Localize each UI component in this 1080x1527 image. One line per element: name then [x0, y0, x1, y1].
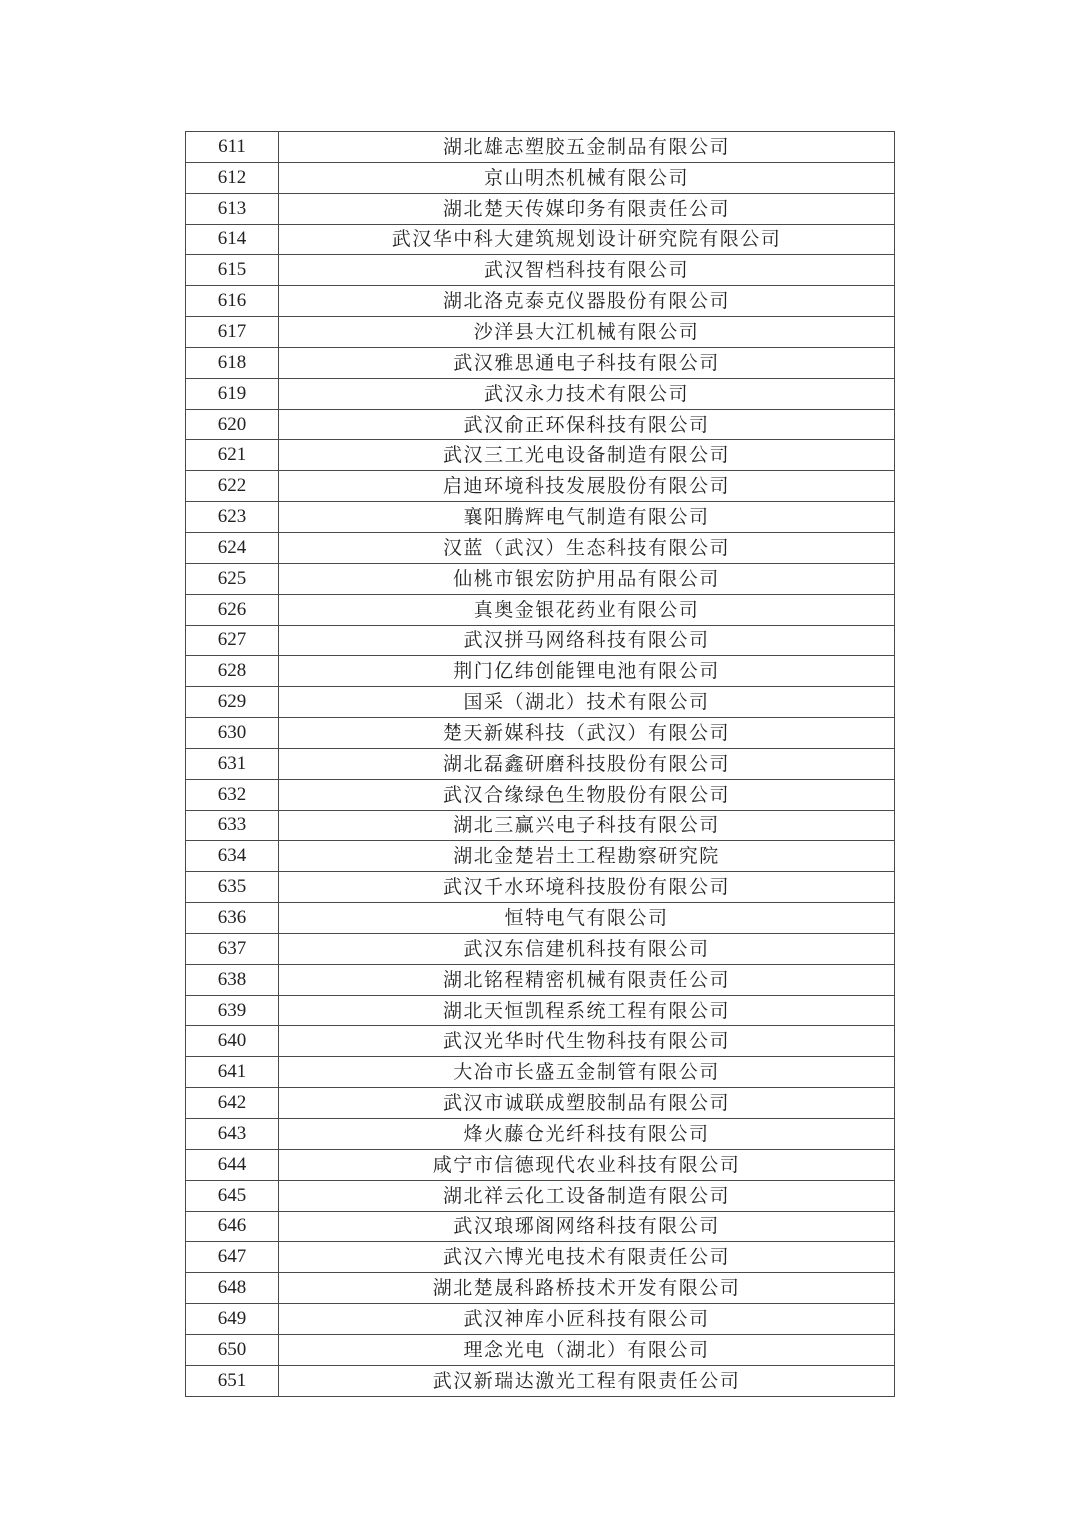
row-number: 639 — [186, 995, 279, 1026]
company-name: 湖北雄志塑胶五金制品有限公司 — [279, 132, 895, 163]
row-number: 636 — [186, 903, 279, 934]
row-number: 641 — [186, 1057, 279, 1088]
table-row — [186, 1119, 895, 1150]
row-number: 631 — [186, 748, 279, 779]
row-number: 634 — [186, 841, 279, 872]
company-name: 武汉神库小匠科技有限公司 — [279, 1304, 895, 1335]
row-number: 643 — [186, 1119, 279, 1150]
table-row — [186, 1180, 895, 1211]
row-number: 642 — [186, 1088, 279, 1119]
company-name: 武汉俞正环保科技有限公司 — [279, 409, 895, 440]
table-row — [186, 224, 895, 255]
company-name: 武汉东信建机科技有限公司 — [279, 933, 895, 964]
table-row — [186, 132, 895, 163]
company-name: 襄阳腾辉电气制造有限公司 — [279, 502, 895, 533]
table-row — [186, 1365, 895, 1396]
row-number: 625 — [186, 563, 279, 594]
row-number: 624 — [186, 532, 279, 563]
row-number: 622 — [186, 471, 279, 502]
row-number: 623 — [186, 502, 279, 533]
company-list-body — [186, 132, 895, 1397]
row-number: 614 — [186, 224, 279, 255]
table-row — [186, 872, 895, 903]
row-number: 611 — [186, 132, 279, 163]
table-row — [186, 995, 895, 1026]
table-row — [186, 440, 895, 471]
company-name: 楚天新媒科技（武汉）有限公司 — [279, 718, 895, 749]
company-name: 咸宁市信德现代农业科技有限公司 — [279, 1149, 895, 1180]
table-row — [186, 1242, 895, 1273]
company-name: 湖北三赢兴电子科技有限公司 — [279, 810, 895, 841]
table-row — [186, 1334, 895, 1365]
row-number: 645 — [186, 1180, 279, 1211]
company-name: 湖北楚晟科路桥技术开发有限公司 — [279, 1273, 895, 1304]
row-number: 648 — [186, 1273, 279, 1304]
table-row — [186, 656, 895, 687]
row-number: 612 — [186, 162, 279, 193]
table-row — [186, 255, 895, 286]
table-row — [186, 933, 895, 964]
row-number: 629 — [186, 687, 279, 718]
table-row — [186, 532, 895, 563]
company-name: 武汉拼马网络科技有限公司 — [279, 625, 895, 656]
table-row — [186, 748, 895, 779]
company-name: 武汉合缘绿色生物股份有限公司 — [279, 779, 895, 810]
table-row — [186, 1088, 895, 1119]
table-row — [186, 687, 895, 718]
table-row — [186, 471, 895, 502]
table-row — [186, 563, 895, 594]
row-number: 613 — [186, 193, 279, 224]
row-number: 637 — [186, 933, 279, 964]
row-number: 620 — [186, 409, 279, 440]
row-number: 649 — [186, 1304, 279, 1335]
company-name: 湖北金楚岩土工程勘察研究院 — [279, 841, 895, 872]
table-row — [186, 193, 895, 224]
row-number: 638 — [186, 964, 279, 995]
row-number: 632 — [186, 779, 279, 810]
table-row — [186, 718, 895, 749]
row-number: 628 — [186, 656, 279, 687]
table-row — [186, 810, 895, 841]
company-list-table — [185, 131, 895, 1397]
company-name: 湖北祥云化工设备制造有限公司 — [279, 1180, 895, 1211]
company-name: 武汉永力技术有限公司 — [279, 378, 895, 409]
company-name: 国采（湖北）技术有限公司 — [279, 687, 895, 718]
company-name: 沙洋县大江机械有限公司 — [279, 317, 895, 348]
company-name: 武汉千水环境科技股份有限公司 — [279, 872, 895, 903]
company-name: 烽火藤仓光纤科技有限公司 — [279, 1119, 895, 1150]
company-name: 武汉琅琊阁网络科技有限公司 — [279, 1211, 895, 1242]
row-number: 633 — [186, 810, 279, 841]
company-name: 武汉雅思通电子科技有限公司 — [279, 347, 895, 378]
company-name: 仙桃市银宏防护用品有限公司 — [279, 563, 895, 594]
table-row — [186, 1211, 895, 1242]
table-row — [186, 378, 895, 409]
table-row — [186, 286, 895, 317]
table-row — [186, 1149, 895, 1180]
company-name: 湖北楚天传媒印务有限责任公司 — [279, 193, 895, 224]
row-number: 621 — [186, 440, 279, 471]
row-number: 647 — [186, 1242, 279, 1273]
table-row — [186, 841, 895, 872]
company-name: 大冶市长盛五金制管有限公司 — [279, 1057, 895, 1088]
table-row — [186, 1057, 895, 1088]
row-number: 635 — [186, 872, 279, 903]
company-name: 启迪环境科技发展股份有限公司 — [279, 471, 895, 502]
company-name: 武汉市诚联成塑胶制品有限公司 — [279, 1088, 895, 1119]
company-name: 湖北铭程精密机械有限责任公司 — [279, 964, 895, 995]
table-row — [186, 594, 895, 625]
company-name: 恒特电气有限公司 — [279, 903, 895, 934]
table-row — [186, 409, 895, 440]
company-name: 湖北磊鑫研磨科技股份有限公司 — [279, 748, 895, 779]
company-name: 京山明杰机械有限公司 — [279, 162, 895, 193]
table-row — [186, 1273, 895, 1304]
row-number: 646 — [186, 1211, 279, 1242]
table-row — [186, 1304, 895, 1335]
row-number: 627 — [186, 625, 279, 656]
company-name: 武汉六博光电技术有限责任公司 — [279, 1242, 895, 1273]
company-name: 真奥金银花药业有限公司 — [279, 594, 895, 625]
row-number: 630 — [186, 718, 279, 749]
company-name: 武汉华中科大建筑规划设计研究院有限公司 — [279, 224, 895, 255]
table-row — [186, 162, 895, 193]
row-number: 650 — [186, 1334, 279, 1365]
row-number: 618 — [186, 347, 279, 378]
row-number: 617 — [186, 317, 279, 348]
row-number: 616 — [186, 286, 279, 317]
row-number: 640 — [186, 1026, 279, 1057]
table-row — [186, 317, 895, 348]
company-name: 湖北天恒凯程系统工程有限公司 — [279, 995, 895, 1026]
company-name: 武汉新瑞达激光工程有限责任公司 — [279, 1365, 895, 1396]
company-name: 武汉三工光电设备制造有限公司 — [279, 440, 895, 471]
company-name: 湖北洛克泰克仪器股份有限公司 — [279, 286, 895, 317]
row-number: 626 — [186, 594, 279, 625]
table-row — [186, 779, 895, 810]
company-name: 荆门亿纬创能锂电池有限公司 — [279, 656, 895, 687]
row-number: 619 — [186, 378, 279, 409]
company-name: 武汉光华时代生物科技有限公司 — [279, 1026, 895, 1057]
table-row — [186, 347, 895, 378]
company-name: 汉蓝（武汉）生态科技有限公司 — [279, 532, 895, 563]
table-row — [186, 964, 895, 995]
table-row — [186, 903, 895, 934]
row-number: 615 — [186, 255, 279, 286]
row-number: 651 — [186, 1365, 279, 1396]
company-name: 武汉智档科技有限公司 — [279, 255, 895, 286]
company-name: 理念光电（湖北）有限公司 — [279, 1334, 895, 1365]
table-row — [186, 502, 895, 533]
row-number: 644 — [186, 1149, 279, 1180]
table-row — [186, 625, 895, 656]
table-row — [186, 1026, 895, 1057]
